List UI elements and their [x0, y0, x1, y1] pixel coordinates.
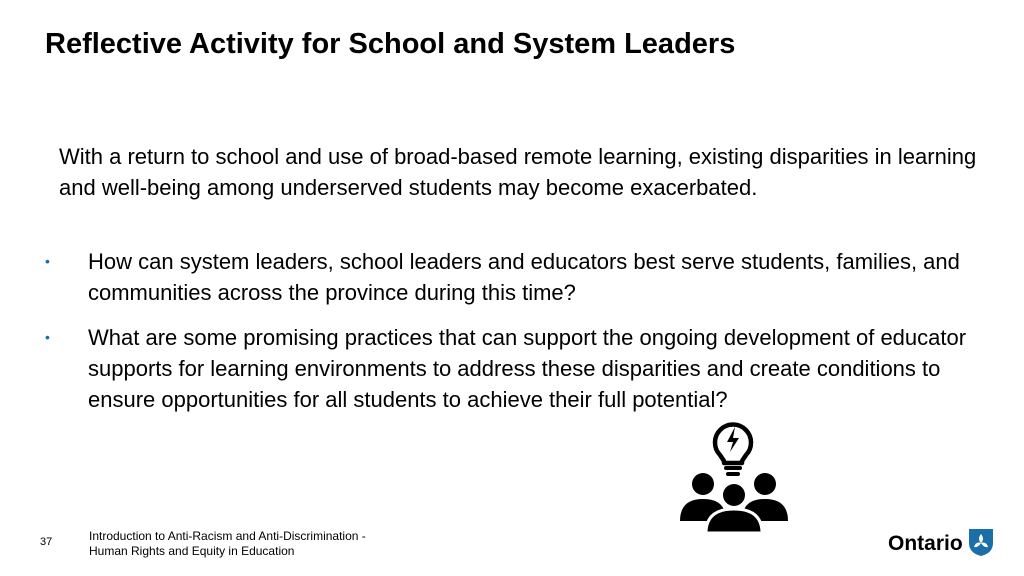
bullet-text: What are some promising practices that can support the ongoing development of educator supports for learning environments to address these disparities and create conditions to ensure opportunities for all students to achieve their full potential?: [88, 325, 967, 412]
bullet-text: How can system leaders, school leaders and educators best serve students, families, and communities across the province during this time?: [88, 249, 960, 305]
bullet-item: [45, 246, 985, 308]
lightbulb-group-icon: [676, 415, 791, 533]
bullet-list: [45, 246, 985, 429]
footer-caption: [89, 529, 366, 559]
intro-paragraph: With a return to school and use of broad-based remote learning, existing disparities in learning and well-being among underserved students may become exacerbated.: [59, 144, 977, 200]
footer-line: Introduction to Anti-Racism and Anti-Discrimination -: [89, 529, 366, 543]
ontario-logo: [888, 529, 995, 559]
trillium-logo-icon: [967, 527, 995, 562]
bullet-dot-icon: •: [45, 253, 50, 269]
bullet-item: [45, 322, 985, 415]
footer-line: Human Rights and Equity in Education: [89, 544, 295, 558]
logo-wordmark: Ontario: [888, 532, 963, 555]
slide-title: Reflective Activity for School and System Leaders: [45, 28, 736, 60]
slide-number: 37: [40, 536, 53, 548]
bullet-dot-icon: •: [45, 329, 50, 345]
